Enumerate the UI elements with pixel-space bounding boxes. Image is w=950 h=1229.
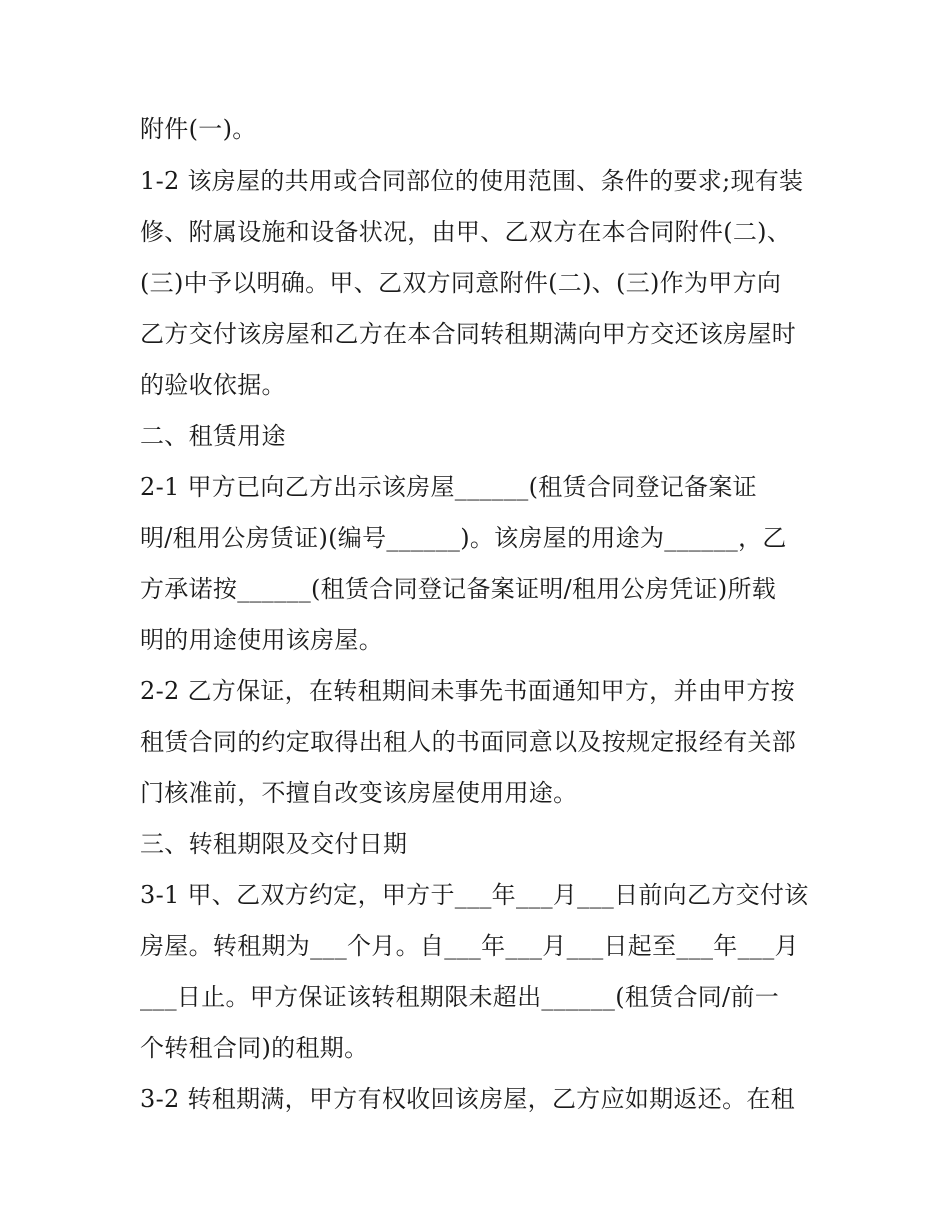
- text-line: 方承诺按______(租赁合同登记备案证明/租用公房凭证)所载: [140, 575, 777, 603]
- text-line: 附件(一)。: [140, 115, 257, 143]
- section-heading: 三、转租期限及交付日期: [140, 830, 408, 858]
- text-line: 租赁合同的约定取得出租人的书面同意以及按规定报经有关部: [140, 728, 797, 756]
- text-line: 个转租合同)的租期。: [140, 1034, 369, 1062]
- text-line: 3-2 转租期满，甲方有权收回该房屋，乙方应如期返还。在租: [140, 1085, 795, 1113]
- text-line: (三)中予以明确。甲、乙双方同意附件(二)、(三)作为甲方向: [140, 269, 782, 297]
- text-line: 3-1 甲、乙双方约定，甲方于___年___月___日前向乙方交付该: [140, 881, 809, 909]
- text-line: ___日止。甲方保证该转租期限未超出______(租赁合同/前一: [140, 983, 780, 1011]
- section-heading: 二、租赁用途: [140, 422, 286, 450]
- text-line: 乙方交付该房屋和乙方在本合同转租期满向甲方交还该房屋时: [140, 320, 797, 348]
- text-line: 明的用途使用该房屋。: [140, 626, 383, 654]
- text-line: 修、附属设施和设备状况，由甲、乙双方在本合同附件(二)、: [140, 218, 792, 246]
- text-line: 明/租用公房赁证)(编号______)。该房屋的用途为______，乙: [140, 524, 787, 552]
- text-line: 门核准前，不擅自改变该房屋使用用途。: [140, 779, 578, 807]
- text-line: 的验收依据。: [140, 371, 286, 399]
- text-line: 房屋。转租期为___个月。自___年___月___日起至___年___月: [140, 932, 799, 960]
- text-line: 1-2 该房屋的共用或合同部位的使用范围、条件的要求;现有装: [140, 167, 804, 195]
- text-line: 2-2 乙方保证，在转租期间未事先书面通知甲方，并由甲方按: [140, 677, 795, 705]
- text-line: 2-1 甲方已向乙方出示该房屋______(租赁合同登记备案证: [140, 473, 757, 501]
